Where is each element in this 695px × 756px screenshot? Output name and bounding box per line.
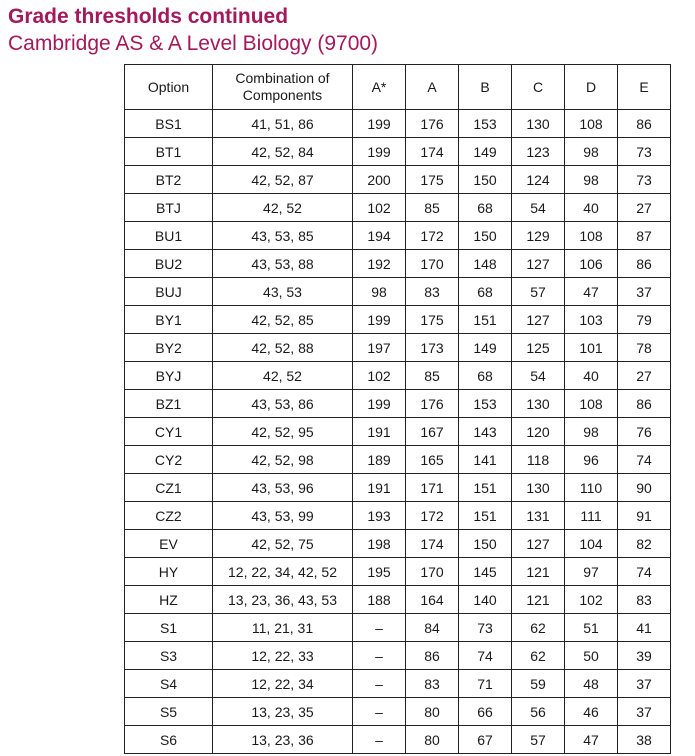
table-row [125,362,671,390]
table-row [125,138,671,166]
grade-e-cell: 86 [618,250,671,278]
column-header-combination: Combination of Components [213,65,353,110]
option-cell: S1 [125,614,213,642]
grade-a-star-cell: 199 [353,390,406,418]
components-cell: 11, 21, 31 [213,614,353,642]
grade-c-cell: 57 [512,278,565,306]
table-row [125,530,671,558]
grade-a-star-cell: – [353,614,406,642]
grade-a-star-cell: 200 [353,166,406,194]
table-row [125,110,671,138]
grade-e-cell: 38 [618,726,671,754]
grade-c-cell: 130 [512,390,565,418]
grade-c-cell: 123 [512,138,565,166]
column-header-a: A [406,65,459,110]
grade-a-star-cell: 197 [353,334,406,362]
grade-e-cell: 73 [618,138,671,166]
grade-a-star-cell: 199 [353,306,406,334]
grade-d-cell: 110 [565,474,618,502]
table-row [125,614,671,642]
grade-a-star-cell: – [353,698,406,726]
grade-e-cell: 86 [618,390,671,418]
grade-b-cell: 153 [459,390,512,418]
grade-a-star-cell: – [353,642,406,670]
grade-thresholds-table [124,64,671,754]
grade-b-cell: 73 [459,614,512,642]
grade-a-cell: 80 [406,698,459,726]
table-row [125,726,671,754]
option-cell: BU1 [125,222,213,250]
option-cell: BT1 [125,138,213,166]
components-cell: 43, 53, 88 [213,250,353,278]
page-subtitle: Cambridge AS & A Level Biology (9700) [8,32,379,55]
grade-b-cell: 68 [459,194,512,222]
components-cell: 42, 52 [213,194,353,222]
option-cell: BT2 [125,166,213,194]
grade-e-cell: 79 [618,306,671,334]
grade-a-cell: 83 [406,670,459,698]
components-cell: 12, 22, 33 [213,642,353,670]
grade-d-cell: 97 [565,558,618,586]
grade-e-cell: 37 [618,670,671,698]
grade-e-cell: 91 [618,502,671,530]
grade-e-cell: 37 [618,698,671,726]
grade-a-cell: 86 [406,642,459,670]
option-cell: BUJ [125,278,213,306]
grade-a-star-cell: 199 [353,110,406,138]
table-row [125,194,671,222]
grade-b-cell: 153 [459,110,512,138]
page-title: Grade thresholds continued [8,5,289,28]
option-cell: BYJ [125,362,213,390]
option-cell: EV [125,530,213,558]
components-cell: 13, 23, 36 [213,726,353,754]
option-cell: S5 [125,698,213,726]
grade-e-cell: 74 [618,446,671,474]
grade-e-cell: 83 [618,586,671,614]
table-body [125,110,671,754]
grade-c-cell: 121 [512,558,565,586]
column-header-a-star: A* [353,65,406,110]
header-row [125,65,671,110]
grade-b-cell: 68 [459,278,512,306]
table-row [125,250,671,278]
grade-b-cell: 151 [459,502,512,530]
grade-c-cell: 129 [512,222,565,250]
components-cell: 42, 52 [213,362,353,390]
grade-b-cell: 67 [459,726,512,754]
table-row [125,558,671,586]
table-row [125,334,671,362]
grade-a-cell: 85 [406,362,459,390]
grade-a-star-cell: 189 [353,446,406,474]
grade-e-cell: 27 [618,362,671,390]
grade-a-cell: 171 [406,474,459,502]
column-header-c: C [512,65,565,110]
grade-a-star-cell: – [353,670,406,698]
grade-b-cell: 150 [459,166,512,194]
grade-a-star-cell: 102 [353,362,406,390]
grade-d-cell: 51 [565,614,618,642]
components-cell: 42, 52, 85 [213,306,353,334]
grade-b-cell: 68 [459,362,512,390]
components-cell: 43, 53, 99 [213,502,353,530]
grade-a-star-cell: 191 [353,474,406,502]
grade-a-star-cell: 102 [353,194,406,222]
option-cell: BZ1 [125,390,213,418]
table-row [125,390,671,418]
table-row [125,642,671,670]
option-cell: S6 [125,726,213,754]
components-cell: 12, 22, 34, 42, 52 [213,558,353,586]
grade-a-star-cell: 193 [353,502,406,530]
grade-a-cell: 175 [406,166,459,194]
grade-c-cell: 56 [512,698,565,726]
grade-d-cell: 98 [565,166,618,194]
grade-a-cell: 170 [406,558,459,586]
grade-c-cell: 57 [512,726,565,754]
table-row [125,278,671,306]
grade-a-star-cell: 199 [353,138,406,166]
grade-d-cell: 98 [565,138,618,166]
option-cell: BY1 [125,306,213,334]
grade-d-cell: 104 [565,530,618,558]
components-cell: 41, 51, 86 [213,110,353,138]
grade-a-cell: 174 [406,138,459,166]
grade-e-cell: 76 [618,418,671,446]
grade-c-cell: 59 [512,670,565,698]
grade-d-cell: 40 [565,362,618,390]
grade-d-cell: 103 [565,306,618,334]
grade-a-cell: 85 [406,194,459,222]
option-cell: CZ2 [125,502,213,530]
option-cell: BU2 [125,250,213,278]
option-cell: CY2 [125,446,213,474]
grade-d-cell: 48 [565,670,618,698]
option-cell: CY1 [125,418,213,446]
grade-a-star-cell: 194 [353,222,406,250]
grade-e-cell: 90 [618,474,671,502]
grade-d-cell: 108 [565,222,618,250]
grade-d-cell: 47 [565,278,618,306]
components-cell: 13, 23, 36, 43, 53 [213,586,353,614]
grade-c-cell: 62 [512,642,565,670]
grade-c-cell: 118 [512,446,565,474]
components-cell: 43, 53, 85 [213,222,353,250]
grade-b-cell: 140 [459,586,512,614]
grade-d-cell: 40 [565,194,618,222]
table-row [125,474,671,502]
table-row [125,502,671,530]
grade-a-cell: 175 [406,306,459,334]
grade-c-cell: 54 [512,362,565,390]
table-row [125,166,671,194]
components-cell: 42, 52, 87 [213,166,353,194]
table-header [125,65,671,110]
grade-e-cell: 39 [618,642,671,670]
grade-c-cell: 120 [512,418,565,446]
option-cell: BY2 [125,334,213,362]
grade-c-cell: 127 [512,306,565,334]
grade-d-cell: 47 [565,726,618,754]
table-row [125,446,671,474]
grade-a-star-cell: 195 [353,558,406,586]
table-row [125,306,671,334]
grade-e-cell: 82 [618,530,671,558]
option-cell: S4 [125,670,213,698]
column-header-b: B [459,65,512,110]
grade-e-cell: 73 [618,166,671,194]
grade-a-cell: 173 [406,334,459,362]
grade-a-cell: 172 [406,502,459,530]
grade-e-cell: 86 [618,110,671,138]
table-row [125,670,671,698]
grade-c-cell: 62 [512,614,565,642]
components-cell: 42, 52, 95 [213,418,353,446]
grade-d-cell: 102 [565,586,618,614]
grade-a-cell: 170 [406,250,459,278]
column-header-option: Option [125,65,213,110]
grade-b-cell: 145 [459,558,512,586]
grade-b-cell: 149 [459,138,512,166]
grade-a-star-cell: – [353,726,406,754]
grade-e-cell: 74 [618,558,671,586]
components-cell: 42, 52, 84 [213,138,353,166]
option-cell: S3 [125,642,213,670]
grade-c-cell: 125 [512,334,565,362]
grade-c-cell: 131 [512,502,565,530]
grade-a-cell: 83 [406,278,459,306]
grade-c-cell: 124 [512,166,565,194]
components-cell: 12, 22, 34 [213,670,353,698]
grade-b-cell: 151 [459,306,512,334]
grade-c-cell: 54 [512,194,565,222]
grade-d-cell: 106 [565,250,618,278]
option-cell: HZ [125,586,213,614]
grade-d-cell: 101 [565,334,618,362]
grade-a-cell: 172 [406,222,459,250]
grade-a-star-cell: 192 [353,250,406,278]
grade-a-cell: 80 [406,726,459,754]
grade-b-cell: 149 [459,334,512,362]
grade-c-cell: 130 [512,110,565,138]
option-cell: BTJ [125,194,213,222]
grade-d-cell: 50 [565,642,618,670]
grade-a-cell: 165 [406,446,459,474]
grade-b-cell: 71 [459,670,512,698]
grade-d-cell: 108 [565,110,618,138]
grade-e-cell: 78 [618,334,671,362]
grade-b-cell: 141 [459,446,512,474]
table-row [125,586,671,614]
grade-d-cell: 96 [565,446,618,474]
grade-d-cell: 98 [565,418,618,446]
components-cell: 42, 52, 75 [213,530,353,558]
grade-a-star-cell: 98 [353,278,406,306]
grade-e-cell: 87 [618,222,671,250]
option-cell: CZ1 [125,474,213,502]
grade-d-cell: 111 [565,502,618,530]
components-cell: 13, 23, 35 [213,698,353,726]
column-header-e: E [618,65,671,110]
grade-a-star-cell: 198 [353,530,406,558]
components-cell: 43, 53, 86 [213,390,353,418]
grade-a-cell: 84 [406,614,459,642]
grade-b-cell: 66 [459,698,512,726]
grade-e-cell: 27 [618,194,671,222]
grade-d-cell: 108 [565,390,618,418]
grade-c-cell: 127 [512,530,565,558]
grade-e-cell: 37 [618,278,671,306]
grade-b-cell: 74 [459,642,512,670]
components-cell: 43, 53 [213,278,353,306]
table-row [125,222,671,250]
grade-e-cell: 41 [618,614,671,642]
grade-c-cell: 127 [512,250,565,278]
grade-a-star-cell: 188 [353,586,406,614]
column-header-d: D [565,65,618,110]
grade-a-cell: 176 [406,390,459,418]
grade-b-cell: 151 [459,474,512,502]
option-cell: BS1 [125,110,213,138]
table-row [125,418,671,446]
components-cell: 42, 52, 98 [213,446,353,474]
components-cell: 43, 53, 96 [213,474,353,502]
grade-b-cell: 148 [459,250,512,278]
grade-a-cell: 174 [406,530,459,558]
components-cell: 42, 52, 88 [213,334,353,362]
grade-b-cell: 150 [459,222,512,250]
grade-a-cell: 164 [406,586,459,614]
grade-a-star-cell: 191 [353,418,406,446]
grade-d-cell: 46 [565,698,618,726]
grade-c-cell: 121 [512,586,565,614]
table-row [125,698,671,726]
grade-a-cell: 167 [406,418,459,446]
option-cell: HY [125,558,213,586]
grade-b-cell: 143 [459,418,512,446]
grade-c-cell: 130 [512,474,565,502]
grade-a-cell: 176 [406,110,459,138]
grade-b-cell: 150 [459,530,512,558]
